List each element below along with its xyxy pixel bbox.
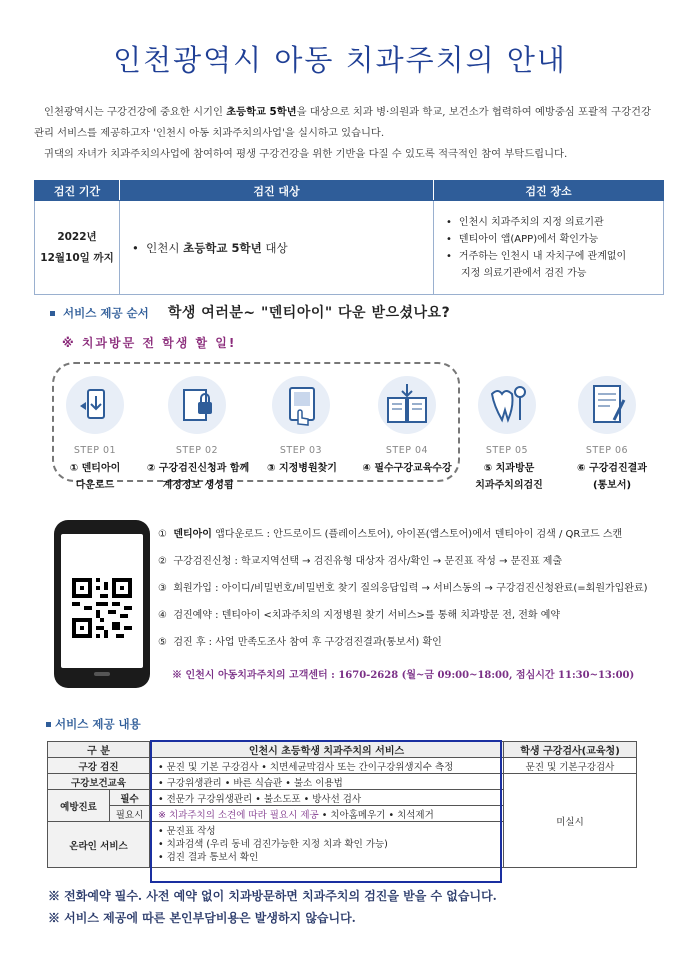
step-3 <box>272 376 330 434</box>
todo-heading: ※ 치과방문 전 학생 할 일! <box>62 336 237 350</box>
touch-phone-icon <box>272 376 330 434</box>
exam-period: 2022년 12월10일 까지 <box>35 201 120 295</box>
tooth-mirror-icon <box>478 376 536 434</box>
header-period: 검진 기간 <box>35 181 120 201</box>
phone-home-button <box>94 672 110 676</box>
step-4-text: ④ 필수구강교육수강 <box>362 463 452 474</box>
instruction-2: ② 구강검진신청 : 학교지역선택 → 검진유형 대상자 검사/확인 → 문진표 작성 → 문진표 제출 <box>158 556 563 567</box>
row-oral-exam-service: • 문진 및 기본 구강검사 • 치면세균막검사 또는 간이구강위생지수 측정 <box>150 758 504 774</box>
instructions-list <box>158 521 648 656</box>
phone-mockup <box>54 520 150 688</box>
step-4 <box>378 376 436 434</box>
step-2-label: STEP 02 <box>175 445 219 456</box>
row-oral-exam-school: 문진 및 기본구강검사 <box>504 758 637 774</box>
step-2 <box>168 376 226 434</box>
step-1 <box>66 376 124 434</box>
header-target: 검진 대상 <box>120 181 434 201</box>
step-6-label: STEP 06 <box>585 445 629 456</box>
step-6 <box>578 376 636 434</box>
row-label-required: 필수 <box>110 790 150 806</box>
row-label-education: 구강보건교육 <box>48 774 150 790</box>
intro-text <box>34 102 659 165</box>
row-label-prevention: 예방진료 <box>48 790 110 822</box>
step-1-label: STEP 01 <box>73 445 117 456</box>
step-2-text: ② 구강검진신청과 함께 계정정보 생성됨 <box>146 463 250 491</box>
instruction-5: ⑤ 검진 후 : 사업 만족도조사 참여 후 구강검진결과(통보서) 확인 <box>158 637 442 648</box>
call-center-info: ※ 인천시 아동치과주치의 고객센터 : 1670-2628 (월~금 09:00~18:00, 점심시간 11:30~13:00) <box>172 670 635 681</box>
not-provided-cell: 미실시 <box>504 774 637 868</box>
step-5 <box>478 376 536 434</box>
service-order-heading <box>50 302 450 322</box>
step-4-label: STEP 04 <box>385 445 429 456</box>
row-label-online: 온라인 서비스 <box>48 822 150 868</box>
instruction-4: ④ 검진예약 : 덴티아이 <치과주치의 지정병원 찾기 서비스>를 통해 치과방문 전, 전화 예약 <box>158 610 561 621</box>
instruction-3: ③ 회원가입 : 아이디/비밀번호/비밀번호 찾기 질의응답입력 → 서비스동의 → 구강검진신청완료(=회원가입완료) <box>158 583 648 594</box>
step-6-text: ⑥ 구강검진결과 (통보서) <box>577 463 647 491</box>
exam-place: • 인천시 치과주치의 지정 의료기관 • 덴티아이 앱(APP)에서 확인가능 • 거주하는 인천시 내 자치구에 관계없이 지정 의료기관에서 검진 가능 <box>434 201 664 295</box>
service-content-table <box>47 741 637 868</box>
step-5-text: ⑤ 치과방문 치과주치의검진 <box>475 463 543 491</box>
col-header-city-service: 인천시 초등학생 치과주치의 서비스 <box>150 742 504 758</box>
row-prevention-optional-service: ※ 치과주치의 소견에 따라 필요시 제공 • 치아홈메우기 • 치석제거 <box>150 806 504 822</box>
step-3-text: ③ 지정병원찾기 <box>267 463 337 474</box>
phone-screen <box>61 534 143 668</box>
instruction-1: ① 덴티아이 앱다운로드 : 안드로이드 (플레이스토어), 아이폰(앱스토어)에서 덴티아이 검색 / QR코드 스캔 <box>158 529 623 540</box>
lock-door-icon <box>168 376 226 434</box>
exam-info-table <box>34 180 664 295</box>
intro-paragraph-1: 인천광역시는 구강건강에 중요한 시기인 초등학교 5학년을 대상으로 치과 병·의원과 학교, 보건소가 협력하여 예방중심 포괄적 구강건강관리 서비스를 제공하고자 '인천시 아동 치과주치의사업'을 실시하고 있습니다. <box>34 106 651 139</box>
step-3-label: STEP 03 <box>279 445 323 456</box>
row-online-service: • 문진표 작성 • 치과검색 (우리 동네 검진가능한 지정 치과 확인 가능) • 검진 결과 통보서 확인 <box>150 822 504 868</box>
header-place: 검진 장소 <box>434 181 664 201</box>
service-order-title: 서비스 제공 순서 <box>50 306 149 320</box>
intro-paragraph-2: 귀댁의 자녀가 치과주치의사업에 참여하여 평생 구강건강을 위한 기반을 다질 수 있도록 적극적인 참여 부탁드립니다. <box>44 148 568 160</box>
notice-no-cost: ※ 서비스 제공에 따른 본인부담비용은 발생하지 않습니다. <box>48 911 356 925</box>
service-content-heading: 서비스 제공 내용 <box>46 716 141 732</box>
row-education-service: • 구강위생관리 • 바른 식습관 • 불소 이용법 <box>150 774 504 790</box>
row-prevention-required-service: • 전문가 구강위생관리 • 불소도포 • 방사선 검사 <box>150 790 504 806</box>
row-label-if-needed: 필요시 <box>110 806 150 822</box>
col-header-category: 구 분 <box>48 742 150 758</box>
step-1-text: ① 덴티아이 다운로드 <box>69 463 121 491</box>
page-title: 인천광역시 아동 치과주치의 안내 <box>113 43 567 77</box>
col-header-school-exam: 학생 구강검사(교육청) <box>504 742 637 758</box>
phone-download-icon <box>66 376 124 434</box>
book-download-icon <box>378 376 436 434</box>
notice-reservation: ※ 전화예약 필수. 사전 예약 없이 치과방문하면 치과주치의 검진을 받을 수 없습니다. <box>48 889 497 903</box>
tagline: 학생 여러분~ "덴티아이" 다운 받으셨나요? <box>167 305 451 321</box>
step-5-label: STEP 05 <box>485 445 529 456</box>
report-document-icon <box>578 376 636 434</box>
row-label-oral-exam: 구강 검진 <box>48 758 150 774</box>
exam-target: • 인천시 초등학교 5학년 대상 <box>120 201 434 295</box>
qr-code[interactable] <box>72 578 132 638</box>
